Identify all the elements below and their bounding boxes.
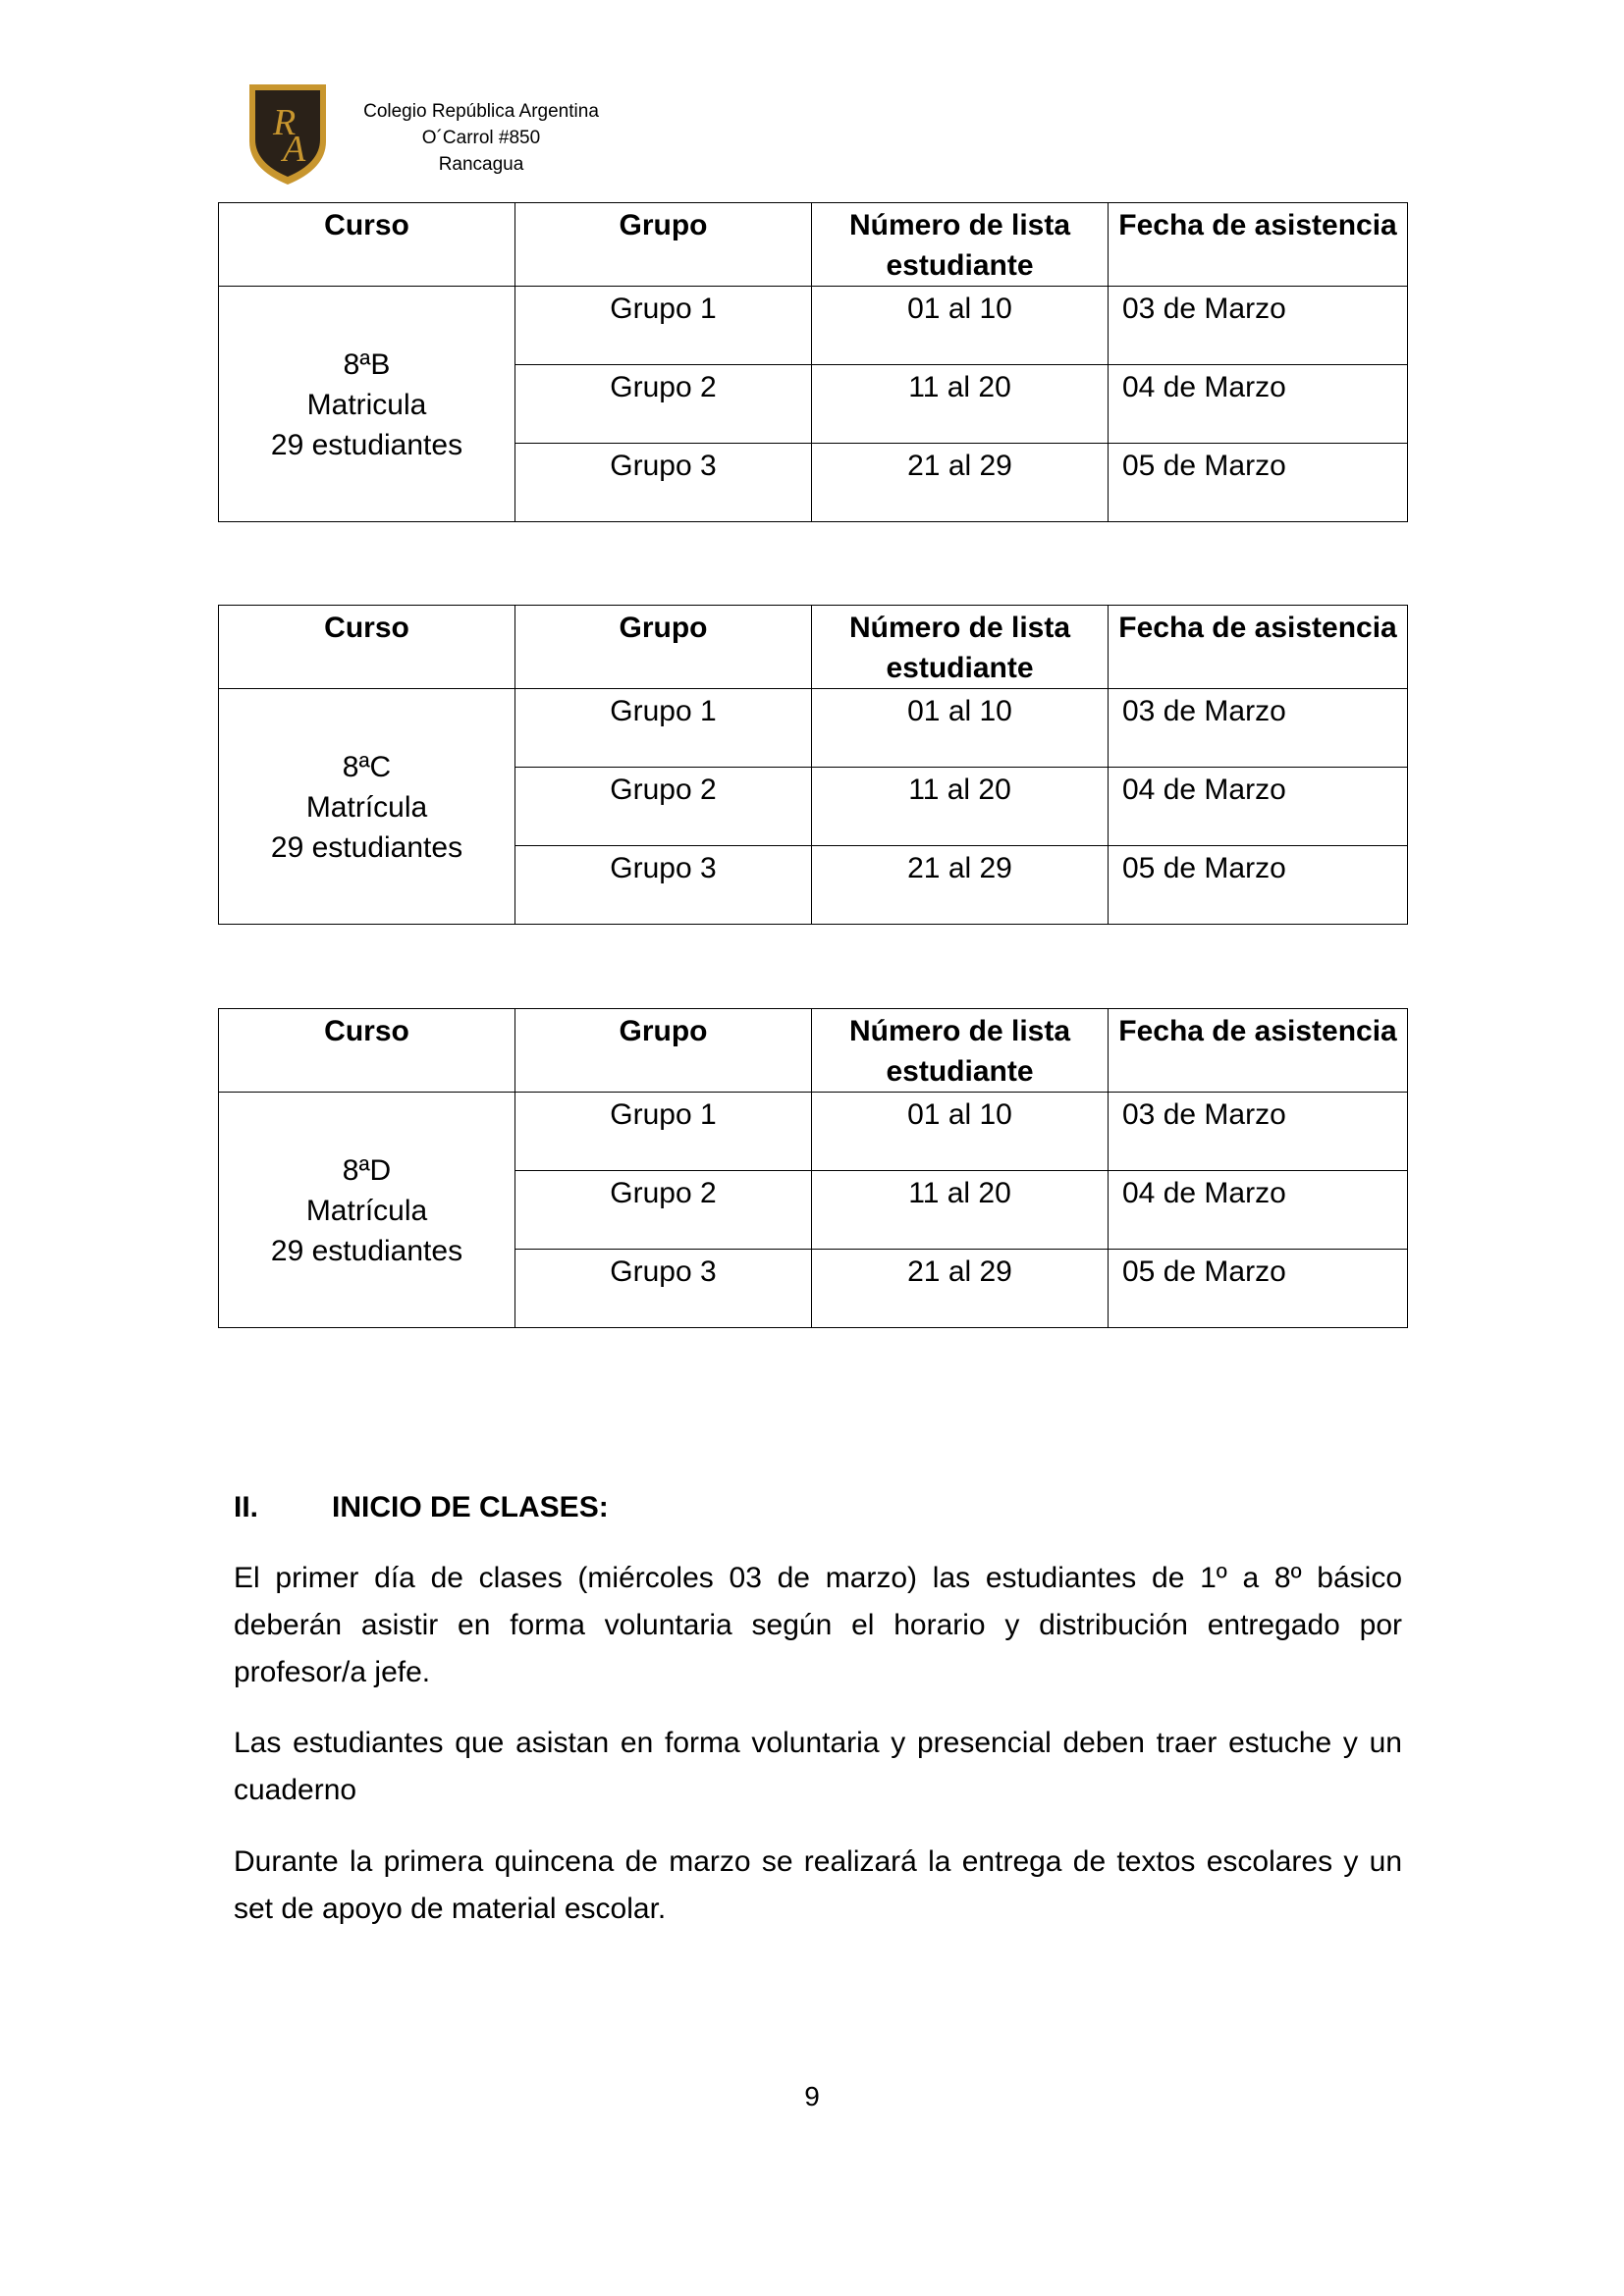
grupo-cell: Grupo 1: [515, 287, 812, 365]
grupo-cell: Grupo 1: [515, 1093, 812, 1171]
grupo-cell: Grupo 3: [515, 1250, 812, 1328]
fecha-cell: 03 de Marzo: [1109, 1093, 1408, 1171]
curso-label: Matrícula: [305, 1195, 428, 1227]
section-number: II.: [234, 1491, 259, 1523]
curso-name: 8ªD: [342, 1154, 392, 1187]
grupo-cell: Grupo 2: [515, 768, 812, 846]
grupo-cell: Grupo 3: [515, 846, 812, 925]
fecha-cell: 05 de Marzo: [1109, 444, 1408, 522]
header-fecha: Fecha de asistencia: [1109, 606, 1408, 689]
header-fecha: Fecha de asistencia: [1109, 203, 1408, 287]
section-heading: INICIO DE CLASES:: [332, 1491, 609, 1523]
table-row: [219, 1093, 1408, 1171]
numero-cell: 11 al 20: [812, 768, 1109, 846]
header-curso: Curso: [219, 1009, 515, 1093]
school-name: Colegio República Argentina: [363, 101, 599, 122]
grupo-cell: Grupo 2: [515, 1171, 812, 1250]
paragraph-3: Durante la primera quincena de marzo se realizará la entrega de textos escolares y un set de apoyo de material escolar.: [234, 1845, 1402, 1925]
header-fecha: Fecha de asistencia: [1109, 1009, 1408, 1093]
page-header: [245, 80, 736, 188]
numero-cell: 21 al 29: [812, 846, 1109, 925]
header-curso: Curso: [219, 203, 515, 287]
paragraph-1: El primer día de clases (miércoles 03 de marzo) las estudiantes de 1º a 8º básico deberán asistir en forma voluntaria según el horario y distribución entregado por profesor/a jefe.: [234, 1562, 1402, 1688]
numero-cell: 01 al 10: [812, 689, 1109, 768]
schedule-table-8d: [218, 1008, 1408, 1328]
schedule-table-8c: [218, 605, 1408, 925]
table-header-row: [219, 606, 1408, 689]
curso-cell: [219, 689, 515, 925]
school-city: Rancagua: [438, 154, 524, 175]
curso-cell: [219, 287, 515, 522]
paragraph-2: Las estudiantes que asistan en forma voluntaria y presencial deben traer estuche y un cuaderno: [234, 1727, 1402, 1806]
table-header-row: [219, 203, 1408, 287]
curso-label: Matricula: [306, 389, 427, 421]
numero-cell: 11 al 20: [812, 1171, 1109, 1250]
school-info: [358, 98, 604, 178]
fecha-cell: 04 de Marzo: [1109, 768, 1408, 846]
header-numero: Número de lista estudiante: [812, 1009, 1109, 1093]
header-grupo: Grupo: [515, 606, 812, 689]
section-title: [234, 1484, 1402, 1531]
curso-label: Matrícula: [305, 791, 428, 824]
header-curso: Curso: [219, 606, 515, 689]
numero-cell: 11 al 20: [812, 365, 1109, 444]
fecha-cell: 03 de Marzo: [1109, 689, 1408, 768]
table-row: [219, 287, 1408, 365]
fecha-cell: 03 de Marzo: [1109, 287, 1408, 365]
school-address: O´Carrol #850: [421, 128, 541, 148]
curso-cell: [219, 1093, 515, 1328]
header-numero: Número de lista estudiante: [812, 606, 1109, 689]
table-row: [219, 689, 1408, 768]
svg-text:R: R: [273, 102, 297, 143]
fecha-cell: 05 de Marzo: [1109, 1250, 1408, 1328]
schedule-table-8b: [218, 202, 1408, 522]
fecha-cell: 04 de Marzo: [1109, 365, 1408, 444]
numero-cell: 01 al 10: [812, 1093, 1109, 1171]
curso-count: 29 estudiantes: [270, 429, 463, 461]
page-number: 9: [804, 2081, 820, 2111]
fecha-cell: 05 de Marzo: [1109, 846, 1408, 925]
svg-text:A: A: [283, 129, 306, 170]
grupo-cell: Grupo 2: [515, 365, 812, 444]
grupo-cell: Grupo 3: [515, 444, 812, 522]
header-grupo: Grupo: [515, 1009, 812, 1093]
header-numero: Número de lista estudiante: [812, 203, 1109, 287]
table-header-row: [219, 1009, 1408, 1093]
curso-count: 29 estudiantes: [270, 1235, 463, 1267]
curso-name: 8ªB: [343, 348, 391, 381]
fecha-cell: 04 de Marzo: [1109, 1171, 1408, 1250]
numero-cell: 01 al 10: [812, 287, 1109, 365]
numero-cell: 21 al 29: [812, 1250, 1109, 1328]
header-grupo: Grupo: [515, 203, 812, 287]
curso-count: 29 estudiantes: [270, 831, 463, 864]
school-logo-icon: [245, 80, 330, 188]
curso-name: 8ªC: [342, 751, 392, 783]
grupo-cell: Grupo 1: [515, 689, 812, 768]
numero-cell: 21 al 29: [812, 444, 1109, 522]
